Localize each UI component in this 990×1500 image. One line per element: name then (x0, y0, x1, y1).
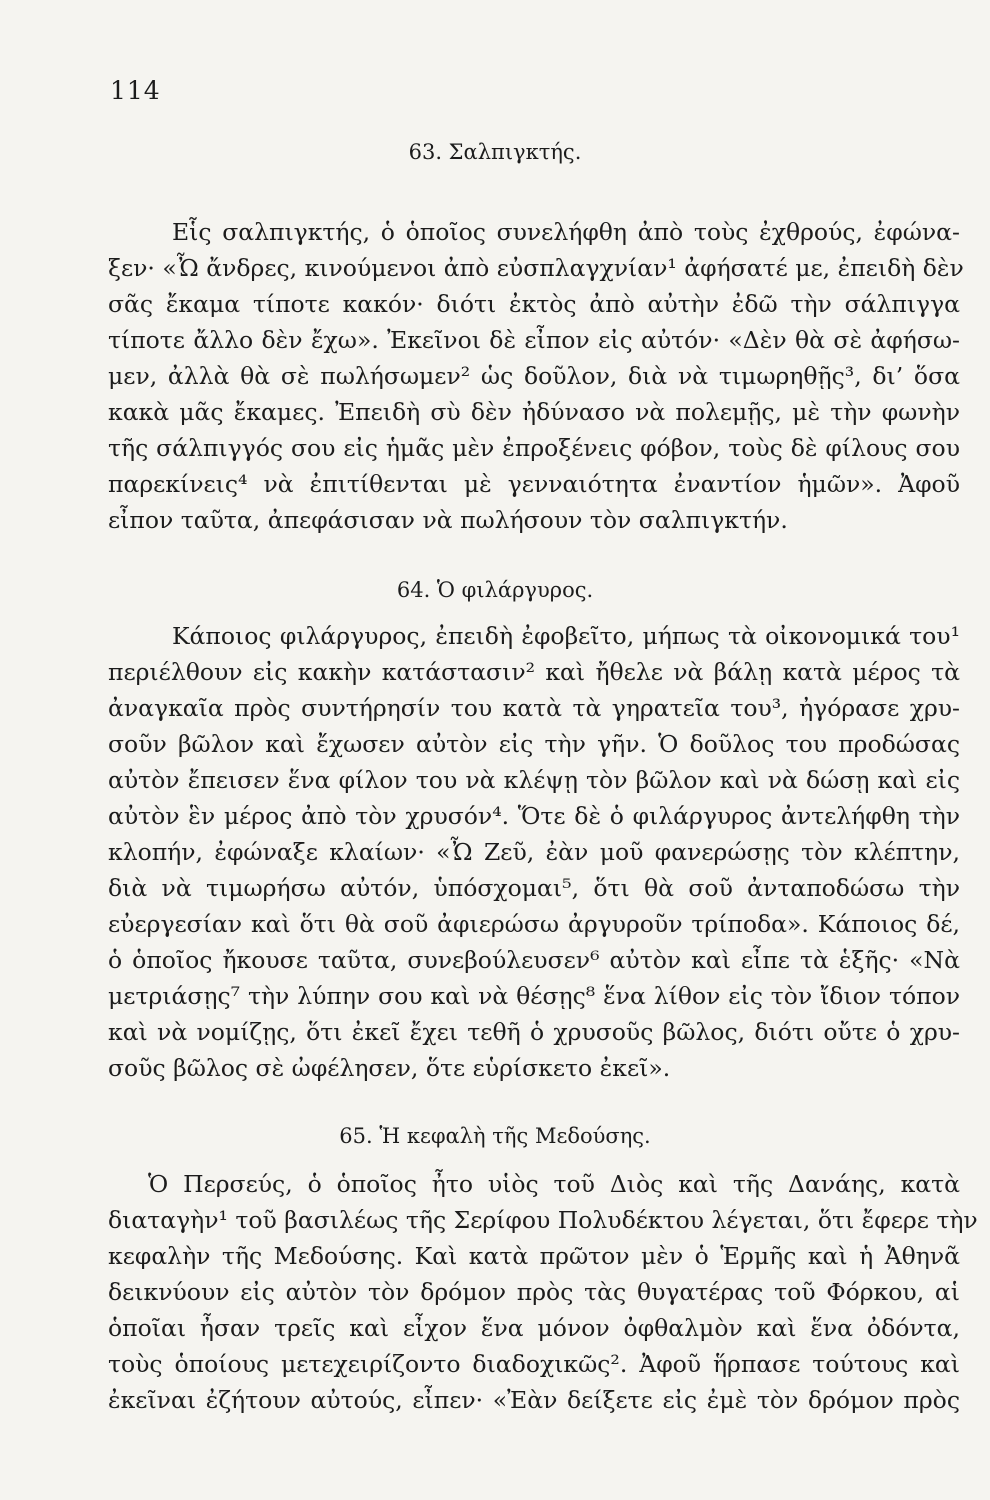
paragraph-line: σοῦν βῶλον καὶ ἔχωσεν αὐτὸν εἰς τὴν γῆν. Ὁ δοῦλος του προδώσας (108, 730, 960, 758)
paragraph-line: σοῦς βῶλος σὲ ὠφέλησεν, ὅτε εὑρίσκετο ἐκεῖ». (108, 1054, 671, 1082)
paragraph-line: ὁ ὁποῖος ἤκουσε ταῦτα, συνεβούλευσεν⁶ αὐτὸν καὶ εἶπε τὰ ἑξῆς· «Νὰ (108, 946, 960, 974)
paragraph-line: εἶπον ταῦτα, ἀπεφάσισαν νὰ πωλήσουν τὸν σαλπιγκτήν. (108, 506, 788, 534)
paragraph-line: αὐτὸν ἔπεισεν ἕνα φίλον του νὰ κλέψῃ τὸν βῶλον καὶ νὰ δώσῃ καὶ εἰς (108, 766, 960, 794)
paragraph-line: κλοπήν, ἐφώναξε κλαίων· «Ὦ Ζεῦ, ἐὰν μοῦ φανερώσῃς τὸν κλέπτην, (108, 838, 960, 866)
paragraph-line: αὐτὸν ἓν μέρος ἀπὸ τὸν χρυσόν⁴. Ὅτε δὲ ὁ φιλάργυρος ἀντελήφθη τὴν (108, 802, 960, 830)
page-number: 114 (110, 76, 161, 105)
paragraph-line: περιέλθουν εἰς κακὴν κατάστασιν² καὶ ἤθελε νὰ βάλῃ κατὰ μέρος τὰ (108, 658, 960, 686)
paragraph-line: μετριάσῃς⁷ τὴν λύπην σου καὶ νὰ θέσῃς⁸ ἕνα λίθον εἰς τὸν ἴδιον τόπον (108, 982, 960, 1010)
paragraph-line: κεφαλὴν τῆς Μεδούσης. Καὶ κατὰ πρῶτον μὲν ὁ Ἑρμῆς καὶ ἡ Ἀθηνᾶ (108, 1242, 960, 1270)
paragraph-line: ὁποῖαι ἦσαν τρεῖς καὶ εἶχον ἕνα μόνον ὀφθαλμὸν καὶ ἕνα ὀδόντα, (108, 1314, 960, 1342)
paragraph-line: Κάποιος φιλάργυρος, ἐπειδὴ ἐφοβεῖτο, μήπως τὰ οἰκονομικά του¹ (172, 622, 960, 650)
paragraph-line: σᾶς ἔκαμα τίποτε κακόν· διότι ἐκτὸς ἀπὸ αὐτὴν ἐδῶ τὴν σάλπιγγα (108, 290, 960, 318)
section-title-63: 63. Σαλπιγκτής. (408, 140, 582, 164)
paragraph-line: τοὺς ὁποίους μετεχειρίζοντο διαδοχικῶς². Ἀφοῦ ἥρπασε τούτους καὶ (108, 1350, 960, 1378)
paragraph-line: διὰ νὰ τιμωρήσω αὐτόν, ὑπόσχομαι⁵, ὅτι θὰ σοῦ ἀνταποδώσω τὴν (108, 874, 960, 902)
paragraph-line: δεικνύουν εἰς αὐτὸν τὸν δρόμον πρὸς τὰς θυγατέρας τοῦ Φόρκου, αἱ (108, 1278, 960, 1306)
paragraph-line: ξεν· «Ὦ ἄνδρες, κινούμενοι ἀπὸ εὐσπλαγχνίαν¹ ἀφήσατέ με, ἐπειδὴ δὲν (108, 254, 964, 282)
paragraph-line: ἐκεῖναι ἐζήτουν αὐτούς, εἶπεν· «Ἐὰν δείξετε εἰς ἐμὲ τὸν δρόμον πρὸς (108, 1386, 960, 1414)
paragraph-line: Ὁ Περσεύς, ὁ ὁποῖος ἦτο υἱὸς τοῦ Διὸς καὶ τῆς Δανάης, κατὰ (148, 1170, 960, 1198)
section-title-65: 65. Ἡ κεφαλὴ τῆς Μεδούσης. (339, 1124, 651, 1148)
paragraph-line: διαταγὴν¹ τοῦ βασιλέως τῆς Σερίφου Πολυδέκτου λέγεται, ὅτι ἔφερε τὴν (108, 1206, 978, 1234)
paragraph-line: τίποτε ἄλλο δὲν ἔχω». Ἐκεῖνοι δὲ εἶπον εἰς αὐτόν· «Δὲν θὰ σὲ ἀφήσω- (108, 326, 960, 354)
paragraph-line: καὶ νὰ νομίζῃς, ὅτι ἐκεῖ ἔχει τεθῆ ὁ χρυσοῦς βῶλος, διότι οὔτε ὁ χρυ- (108, 1018, 960, 1046)
paragraph-line: ἀναγκαῖα πρὸς συντήρησίν του κατὰ τὰ γηρατεῖα του³, ἠγόρασε χρυ- (108, 694, 960, 722)
paragraph-line: τῆς σάλπιγγός σου εἰς ἡμᾶς μὲν ἐπροξένεις φόβον, τοὺς δὲ φίλους σου (108, 434, 960, 462)
paragraph-line: παρεκίνεις⁴ νὰ ἐπιτίθενται μὲ γενναιότητα ἐναντίον ἡμῶν». Ἀφοῦ (108, 470, 960, 498)
paragraph-line: εὐεργεσίαν καὶ ὅτι θὰ σοῦ ἀφιερώσω ἀργυροῦν τρίποδα». Κάποιος δέ, (108, 910, 960, 938)
paragraph-line: Εἷς σαλπιγκτής, ὁ ὁποῖος συνελήφθη ἀπὸ τοὺς ἐχθρούς, ἐφώνα- (172, 218, 960, 246)
paragraph-line: κακὰ μᾶς ἔκαμες. Ἐπειδὴ σὺ δὲν ἠδύνασο νὰ πολεμῇς, μὲ τὴν φωνὴν (108, 398, 960, 426)
section-title-64: 64. Ὁ φιλάργυρος. (396, 578, 594, 602)
paragraph-line: μεν, ἀλλὰ θὰ σὲ πωλήσωμεν² ὡς δοῦλον, διὰ νὰ τιμωρηθῇς³, δι’ ὅσα (108, 362, 960, 390)
